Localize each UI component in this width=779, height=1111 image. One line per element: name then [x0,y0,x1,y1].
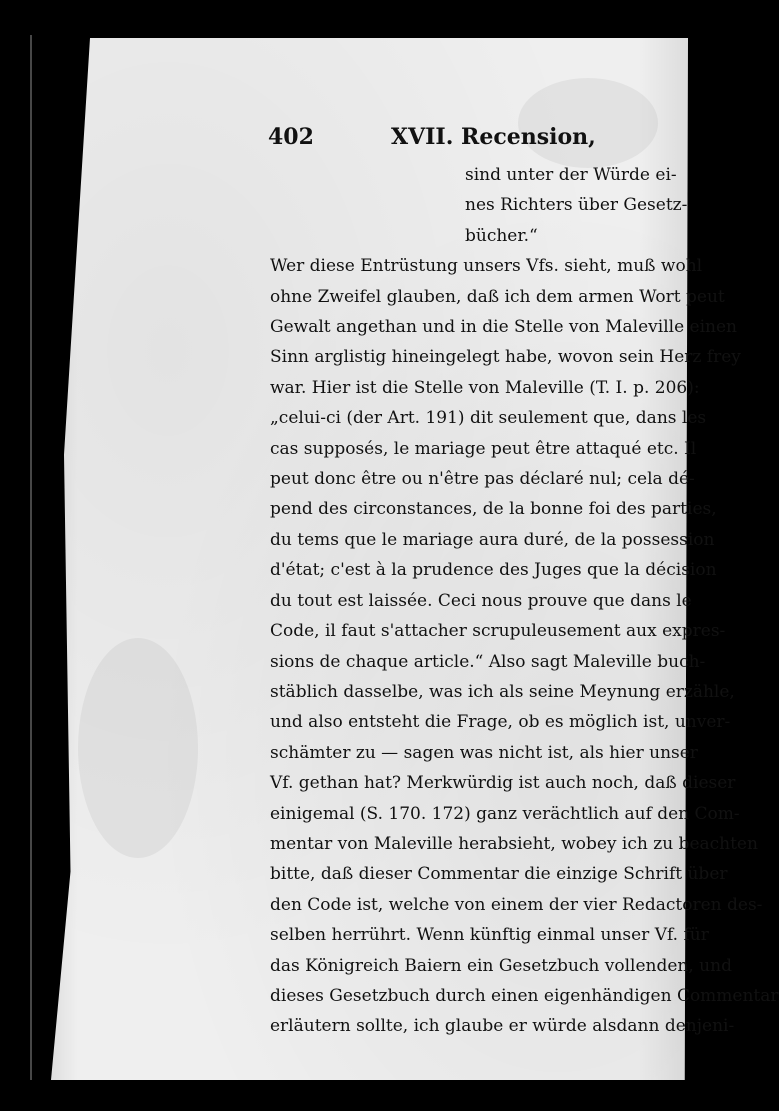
text-line: das Königreich Baiern ein Gesetzbuch vollenden, und [270,955,732,976]
running-head: XVII. Recension, [391,124,596,150]
text-line: erläutern sollte, ich glaube er würde alsdann denjeni- [270,1016,735,1037]
text-line: „celui-ci (der Art. 191) dit seulement que, dans les [270,408,707,429]
body-text [270,160,779,1042]
text-line: cas supposés, le mariage peut être attaqué etc. Il [270,438,697,459]
text-line: stäblich dasselbe, was ich als seine Meynung erzähle, [270,681,735,702]
text-line: Wer diese Entrüstung unsers Vfs. sieht, muß wohl [270,256,703,277]
text-line: d'état; c'est à la prudence des Juges que la décision [270,560,717,581]
text-line: schämter zu — sagen was nicht ist, als hier unser [270,742,698,763]
text-line: Gewalt angethan und in die Stelle von Maleville einen [270,317,737,338]
text-line: bücher.“ [465,225,538,246]
text-line: einigemal (S. 170. 172) ganz verächtlich auf den Com- [270,803,740,824]
text-line: peut donc être ou n'être pas déclaré nul; cela dé- [270,469,695,490]
text-line: dieses Gesetzbuch durch einen eigenhändigen Commentar [270,985,779,1006]
text-line: bitte, daß dieser Commentar die einzige Schrift über [270,864,728,885]
text-line: Code, il faut s'attacher scrupuleusement aux expres- [270,621,726,642]
text-line: den Code ist, welche von einem der vier Redactoren des- [270,894,763,915]
text-line: und also entsteht die Frage, ob es möglich ist, unver- [270,712,731,733]
text-line: nes Richters über Gesetz- [465,195,688,216]
text-line: Sinn arglistig hineingelegt habe, wovon sein Herz frey [270,347,741,368]
text-line: Vf. gethan hat? Merkwürdig ist auch noch, daß dieser [270,773,736,794]
text-line: sions de chaque article.“ Also sagt Maleville buch- [270,651,706,672]
text-line: sind unter der Würde ei- [465,165,677,185]
page-number: 402 [268,124,314,150]
text-line: war. Hier ist die Stelle von Maleville (T. I. p. 206): [270,377,700,398]
text-line: pend des circonstances, de la bonne foi des parties, [270,499,717,520]
text-line: du tems que le mariage aura duré, de la possession [270,529,715,550]
text-line: selben herrührt. Wenn künftig einmal unser Vf. für [270,925,709,946]
paper-stain [78,638,198,858]
text-line: du tout est laissée. Ceci nous prouve que dans le [270,590,692,611]
text-line: ohne Zweifel glauben, daß ich dem armen Wort peut [270,286,725,307]
text-line: mentar von Maleville herabsieht, wobey ich zu beachten [270,833,758,854]
page-header [268,124,648,158]
